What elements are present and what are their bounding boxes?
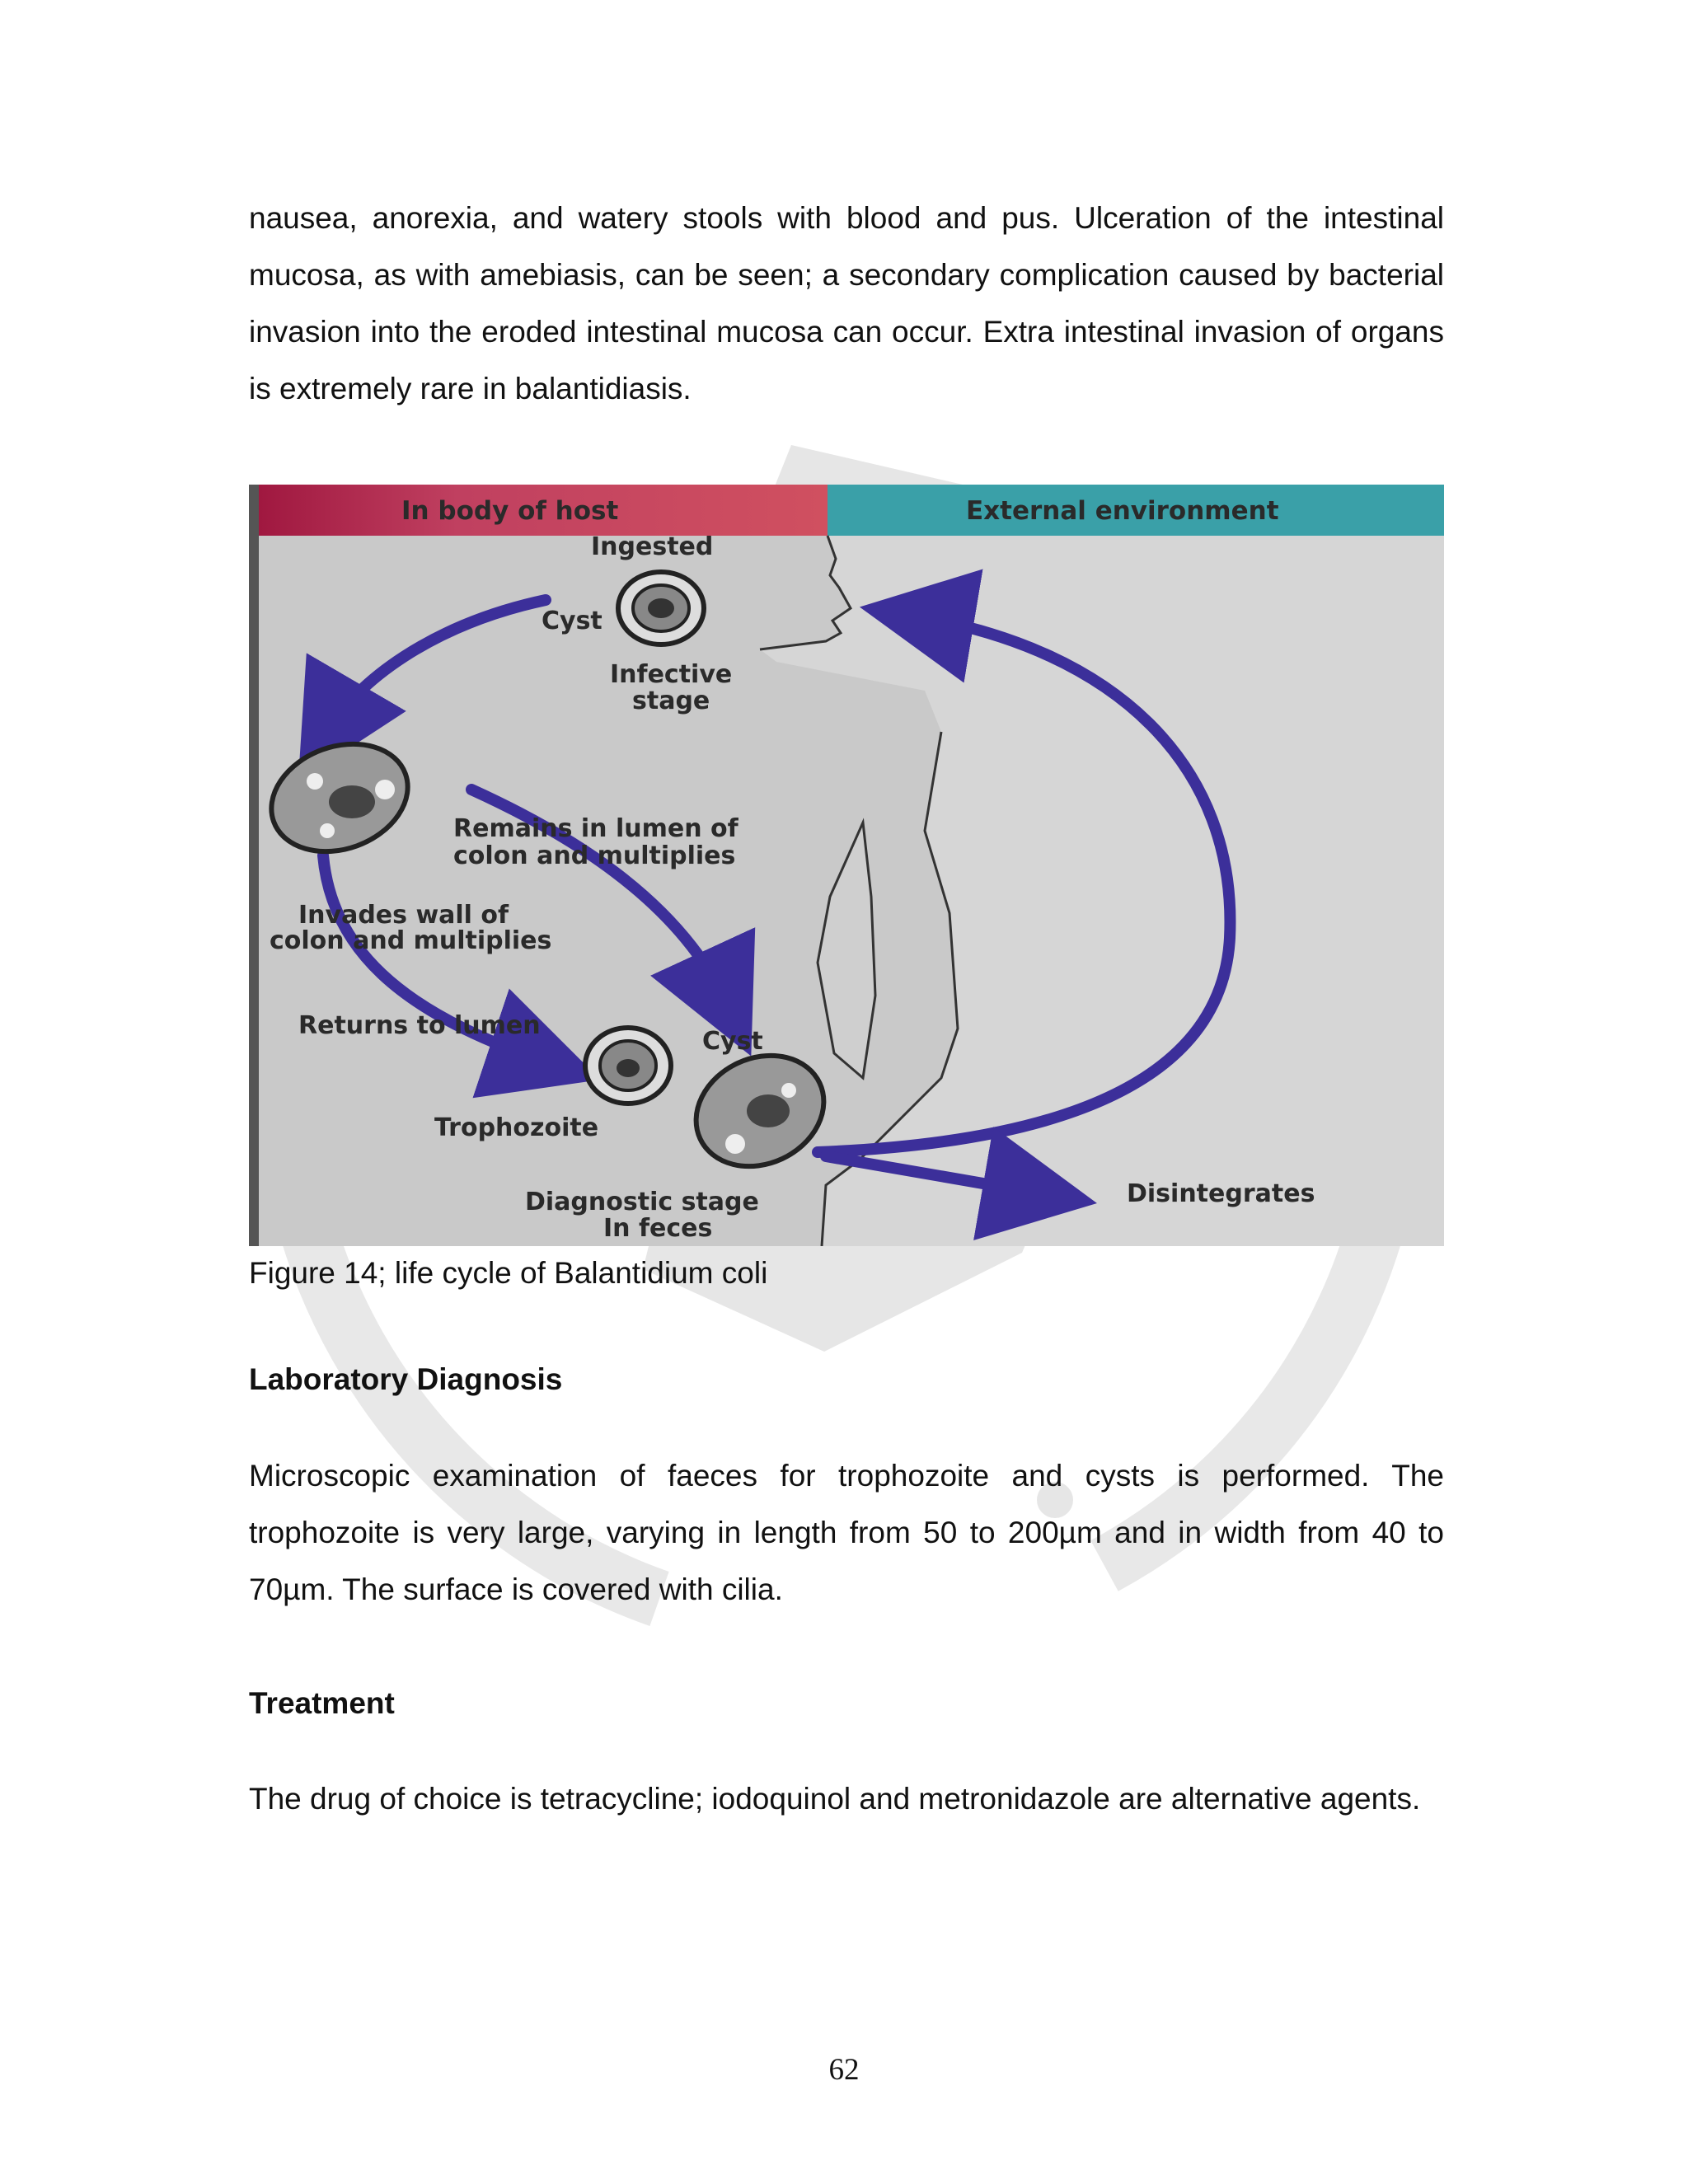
figure-left-edge	[249, 485, 259, 1246]
paragraph-treatment: The drug of choice is tetracycline; iodoquinol and metronidazole are alternative agents.	[249, 1782, 1421, 1816]
life-cycle-figure	[249, 485, 1444, 1246]
label-cyst-bottom: Cyst	[702, 1027, 763, 1056]
header-environment-label: External environment	[966, 496, 1279, 526]
label-returns: Returns to lumen	[298, 1011, 541, 1040]
label-cyst-top: Cyst	[542, 607, 603, 635]
page-number: 62	[828, 2053, 860, 2087]
cyst-top-icon	[618, 572, 704, 644]
label-invades-line2: colon and multiplies	[270, 926, 552, 955]
label-remains-line1: Remains in lumen of	[453, 814, 738, 843]
label-diagnostic-line2: In feces	[603, 1214, 713, 1243]
paragraph-intro: nausea, anorexia, and watery stools with blood and pus. Ulceration of the intestinal mucosa, as with amebiasis, can be seen; a secondary complication caused by bacterial invasion into the eroded intestinal mucosa can occur. Extra intestinal invasion of organs is extremely rare in balantidiasis.	[249, 201, 1444, 405]
label-trophozoite: Trophozoite	[434, 1113, 599, 1142]
figure-caption: Figure 14; life cycle of Balantidium coli	[249, 1256, 768, 1290]
label-remains-line2: colon and multiplies	[453, 841, 736, 870]
heading-treatment: Treatment	[249, 1686, 395, 1720]
heading-laboratory-diagnosis: Laboratory Diagnosis	[249, 1362, 563, 1396]
header-host-label: In body of host	[401, 496, 619, 526]
label-infective-line1: Infective	[610, 660, 733, 689]
paragraph-diagnosis: Microscopic examination of faeces for trophozoite and cysts is performed. The trophozoite is very large, varying in length from 50 to 200µm and in width from 40 to 70µm. The surface is covered with cilia.	[249, 1459, 1444, 1606]
label-invades-line1: Invades wall of	[298, 901, 509, 930]
label-ingested: Ingested	[591, 532, 714, 561]
label-diagnostic-line1: Diagnostic stage	[525, 1188, 759, 1216]
cyst-bottom-icon	[585, 1028, 671, 1104]
label-disintegrates: Disintegrates	[1127, 1179, 1315, 1208]
label-infective-line2: stage	[632, 687, 710, 715]
